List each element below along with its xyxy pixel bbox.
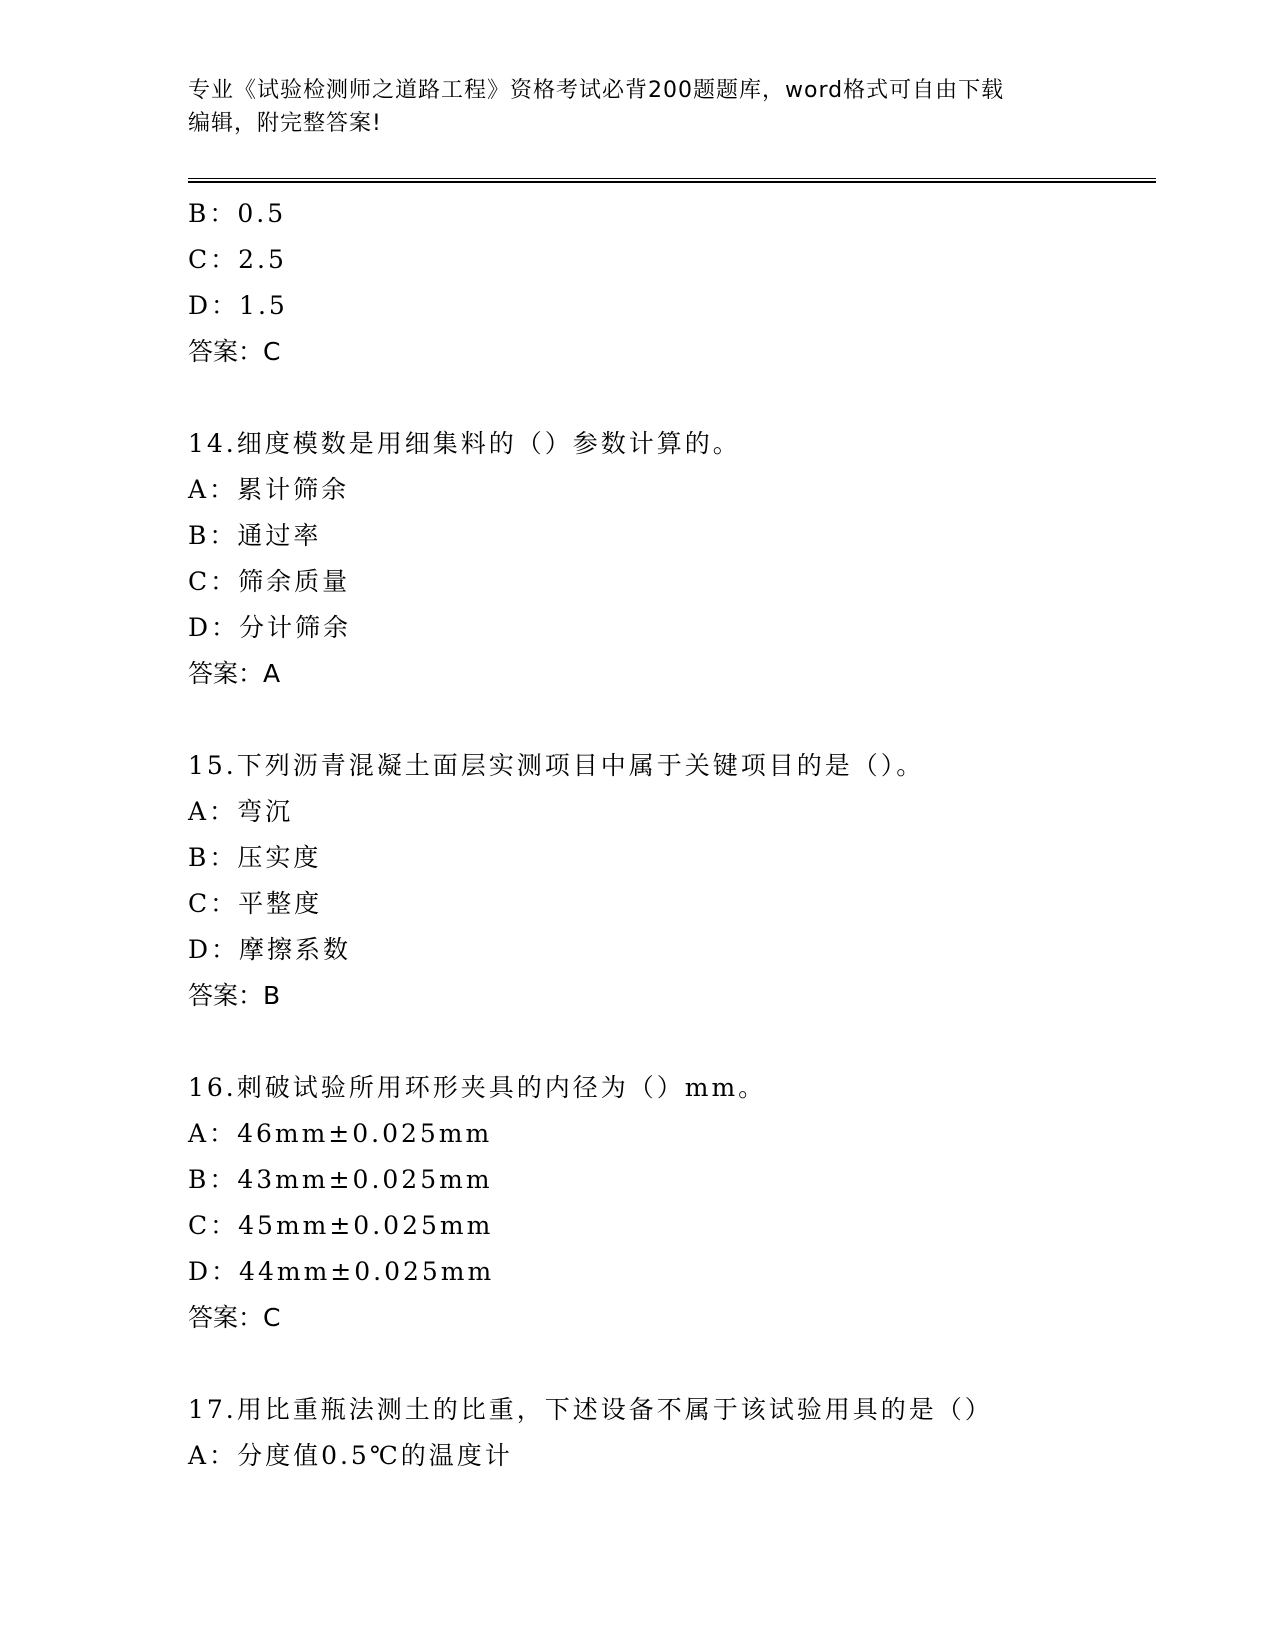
option-letter: C： [188, 245, 239, 274]
question-stem: 15.下列沥青混凝土面层实测项目中属于关键项目的是（）。 [188, 751, 925, 780]
option-text: 压实度 [237, 843, 322, 872]
document-header [188, 74, 1088, 140]
option-letter: B： [188, 521, 238, 550]
option-d [188, 927, 1156, 973]
option-a [188, 1111, 1156, 1157]
question-16 [188, 1065, 1156, 1341]
option-text: 1.5 [239, 291, 288, 320]
option-text: 46mm±0.025mm [237, 1119, 493, 1148]
option-text: 平整度 [238, 889, 323, 918]
question-list [188, 191, 1156, 1479]
option-letter: B： [188, 199, 238, 228]
option-d [188, 1249, 1156, 1295]
option-text: 摩擦系数 [239, 935, 352, 964]
option-b [188, 191, 1156, 237]
option-text: 分计筛余 [239, 613, 352, 642]
option-text: 筛余质量 [238, 567, 351, 596]
option-letter: B： [188, 1165, 238, 1194]
option-text: 2.5 [238, 245, 287, 274]
option-letter: A： [188, 797, 238, 826]
question-14 [188, 421, 1156, 697]
option-text: 分度值0.5℃的温度计 [237, 1441, 513, 1470]
answer-line: 答案：C [188, 1303, 281, 1332]
option-d [188, 283, 1156, 329]
option-letter: D： [188, 291, 240, 320]
option-text: 0.5 [237, 199, 287, 228]
option-letter: A： [188, 475, 238, 504]
option-a [188, 789, 1156, 835]
option-c [188, 237, 1156, 283]
option-b [188, 513, 1156, 559]
header-divider [188, 178, 1156, 183]
spacer [188, 1341, 1156, 1387]
option-c [188, 881, 1156, 927]
option-letter: D： [188, 935, 240, 964]
option-a [188, 1433, 1156, 1479]
option-letter: B： [188, 843, 238, 872]
answer-line: 答案：B [188, 981, 281, 1010]
option-letter: A： [188, 1119, 238, 1148]
option-c [188, 559, 1156, 605]
question-13-continued [188, 191, 1156, 375]
option-letter: D： [188, 1257, 240, 1286]
option-text: 通过率 [237, 521, 322, 550]
spacer [188, 1019, 1156, 1065]
answer-line: 答案：C [188, 337, 281, 366]
option-letter: D： [188, 613, 240, 642]
question-stem: 16.刺破试验所用环形夹具的内径为（）mm。 [188, 1073, 767, 1102]
spacer [188, 697, 1156, 743]
option-letter: C： [188, 1211, 239, 1240]
question-17 [188, 1387, 1156, 1479]
question-stem: 14.细度模数是用细集料的（）参数计算的。 [188, 429, 741, 458]
option-text: 44mm±0.025mm [239, 1257, 495, 1286]
option-text: 累计筛余 [237, 475, 350, 504]
answer-line: 答案：A [188, 659, 281, 688]
question-15 [188, 743, 1156, 1019]
option-letter: C： [188, 567, 239, 596]
option-letter: A： [188, 1441, 238, 1470]
option-text: 43mm±0.025mm [237, 1165, 493, 1194]
question-stem: 17.用比重瓶法测土的比重，下述设备不属于该试验用具的是（） [188, 1395, 993, 1424]
option-b [188, 1157, 1156, 1203]
option-a [188, 467, 1156, 513]
option-c [188, 1203, 1156, 1249]
option-d [188, 605, 1156, 651]
option-text: 45mm±0.025mm [238, 1211, 494, 1240]
option-letter: C： [188, 889, 239, 918]
header-line-1: 专业《试验检测师之道路工程》资格考试必背200题题库，word格式可自由下载 [188, 78, 1005, 103]
header-line-2: 编辑，附完整答案! [188, 111, 382, 136]
option-b [188, 835, 1156, 881]
spacer [188, 375, 1156, 421]
option-text: 弯沉 [237, 797, 294, 826]
